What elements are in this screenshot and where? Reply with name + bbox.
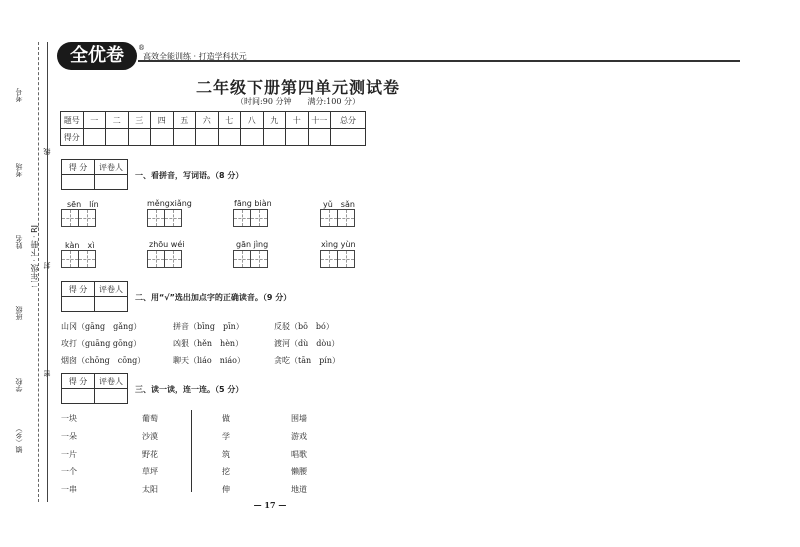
pinyin-prompt: kàn xì [65,241,95,250]
cut-label-3: 密 [43,370,51,377]
score-cell[interactable] [263,129,286,146]
choice-item[interactable]: 贪吃（tān pín） [274,356,340,365]
connect-object[interactable]: 唱歌 [291,450,307,459]
connect-verb[interactable]: 伸 [222,485,230,494]
field-school: 学校 [15,378,23,392]
score-header-row [61,112,366,129]
registered-mark: ® [138,44,145,52]
grader-score-label: 得 分 [62,160,95,175]
connect-object[interactable]: 懒腰 [291,467,307,476]
connect-object[interactable]: 游戏 [291,432,307,441]
slogan: 高效全能训练 · 打造学科状元 [143,52,247,61]
field-exam-room: 考场 [15,163,23,177]
grader-box-2 [61,281,128,312]
cut-label-1: 线 [43,148,51,155]
score-header: 一 [83,112,106,129]
grader-name-cell[interactable] [95,389,128,404]
section-3-title: 三、读一读，连一连。（5 分） [135,385,244,394]
section-1-title: 一、看拼音，写词语。（8 分） [135,171,244,180]
score-cell[interactable] [83,129,106,146]
connect-object[interactable]: 围墙 [291,414,307,423]
pinyin-prompt: zhōu wéi [149,240,185,249]
writing-grid[interactable] [147,209,181,227]
score-cell[interactable] [331,129,366,146]
score-table [60,111,366,146]
page-number: — 17 — [253,500,287,510]
writing-grid[interactable] [233,250,267,268]
writing-grid[interactable] [320,250,354,268]
grader-box-3 [61,373,128,404]
connect-measure[interactable]: 一个 [61,467,77,476]
grader-label: 评卷人 [95,160,128,175]
grader-label: 评卷人 [95,282,128,297]
field-exam-number: 考号 [15,88,23,102]
score-cell[interactable] [106,129,129,146]
grader-score-label: 得 分 [62,282,95,297]
score-header: 六 [196,112,219,129]
score-header: 七 [218,112,241,129]
choice-item[interactable]: 烟囱（chōng cōng） [61,356,146,365]
score-header: 三 [128,112,151,129]
connect-noun[interactable]: 沙漠 [142,432,158,441]
binding-line [47,42,48,502]
score-cell[interactable] [151,129,174,146]
brand-logo: 全优卷 [57,42,137,70]
score-header: 十 [286,112,309,129]
writing-grid[interactable] [147,250,181,268]
connect-verb[interactable]: 学 [222,432,230,441]
writing-grid[interactable] [320,209,354,227]
choice-item[interactable]: 聊天（liáo niáo） [173,356,245,365]
grader-name-cell[interactable] [95,297,128,312]
score-header: 十一 [308,112,331,129]
score-header: 题号 [61,112,84,129]
field-town: 镇（乡） [15,425,23,453]
pinyin-prompt: yǔ sǎn [323,200,355,209]
grader-box-1 [61,159,128,190]
grader-label: 评卷人 [95,374,128,389]
connect-measure[interactable]: 一串 [61,485,77,494]
score-row [61,129,366,146]
grader-score-cell[interactable] [62,389,95,404]
connect-noun[interactable]: 葡萄 [142,414,158,423]
connect-noun[interactable]: 草坪 [142,467,158,476]
choice-item[interactable]: 山冈（gāng gǎng） [61,322,142,331]
connect-verb[interactable]: 挖 [222,467,230,476]
writing-grid[interactable] [61,209,95,227]
grade-label: 二年级 · 下册 · RJ [30,225,39,289]
writing-grid[interactable] [61,250,95,268]
connect-verb[interactable]: 做 [222,414,230,423]
connect-noun[interactable]: 太阳 [142,485,158,494]
cut-label-2: 封 [43,262,51,269]
connect-noun[interactable]: 野花 [142,450,158,459]
choice-item[interactable]: 凶狠（hěn hèn） [173,339,244,348]
pinyin-prompt: sēn lín [67,200,99,209]
score-header: 九 [263,112,286,129]
grader-score-label: 得 分 [62,374,95,389]
connect-verb[interactable]: 筑 [222,450,230,459]
grader-score-cell[interactable] [62,175,95,190]
score-header: 二 [106,112,129,129]
grader-name-cell[interactable] [95,175,128,190]
score-cell[interactable] [128,129,151,146]
score-cell[interactable] [308,129,331,146]
choice-item[interactable]: 攻打（guāng gōng） [61,339,142,348]
choice-item[interactable]: 反驳（bō bó） [274,322,334,331]
page-title: 二年级下册第四单元测试卷 [195,78,400,97]
pinyin-prompt: měngxiǎng [147,199,192,208]
field-class: 班级 [15,306,23,320]
score-cell[interactable] [286,129,309,146]
score-row-label: 得分 [61,129,84,146]
score-cell[interactable] [218,129,241,146]
connect-measure[interactable]: 一片 [61,450,77,459]
choice-item[interactable]: 渡河（dù dòu） [274,339,340,348]
pinyin-prompt: xìng yùn [321,240,356,249]
exam-info: （时间:90 分钟 满分:100 分） [236,97,360,106]
score-cell[interactable] [196,129,219,146]
connect-measure[interactable]: 一朵 [61,432,77,441]
field-name: 姓名 [15,235,23,249]
grader-score-cell[interactable] [62,297,95,312]
writing-grid[interactable] [233,209,267,227]
choice-item[interactable]: 拼音（bīng pīn） [173,322,244,331]
pinyin-prompt: gān jìng [236,240,269,249]
score-header: 八 [241,112,264,129]
score-header: 总分 [331,112,366,129]
connect-measure[interactable]: 一块 [61,414,77,423]
connect-object[interactable]: 地道 [291,485,307,494]
score-cell[interactable] [173,129,196,146]
pinyin-prompt: fāng biàn [234,199,272,208]
score-cell[interactable] [241,129,264,146]
column-divider [191,410,192,492]
section-2-title: 二、用“√”选出加点字的正确读音。（9 分） [135,293,292,302]
header-rule [138,60,740,62]
score-header: 五 [173,112,196,129]
score-header: 四 [151,112,174,129]
